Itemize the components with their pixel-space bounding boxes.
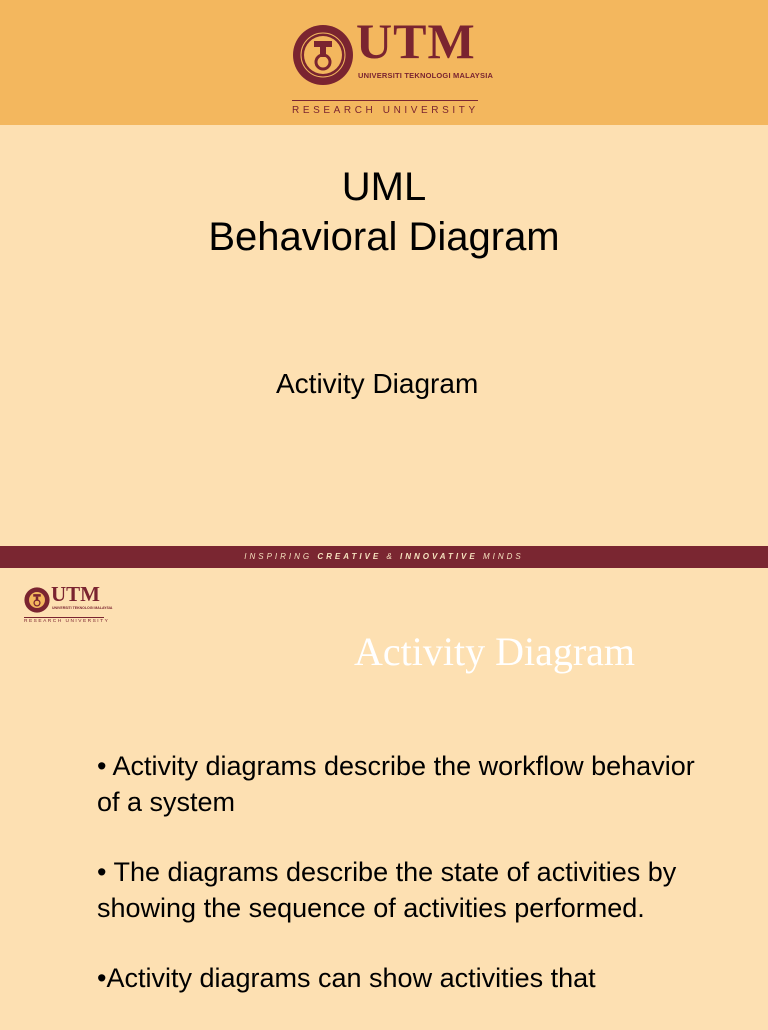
content-slide (0, 568, 768, 1024)
slide-title-line2: Behavioral Diagram (208, 215, 560, 259)
logo-divider (24, 617, 104, 618)
slogan-part: & (381, 552, 401, 561)
logo-tagline: RESEARCH UNIVERSITY (24, 619, 110, 624)
slogan-creative: CREATIVE (317, 552, 382, 561)
bullet-list (97, 748, 697, 1030)
slogan-part: MINDS (477, 552, 524, 561)
logo-divider (292, 100, 478, 101)
utm-wordmark: UTM (51, 582, 100, 606)
slogan-part: INSPIRING (244, 552, 318, 561)
list-item: •Activity diagrams can show activities that (97, 963, 596, 993)
utm-seal-icon (292, 24, 354, 86)
university-name: UNIVERSITI TEKNOLOGI MALAYSIA (52, 606, 113, 610)
slide-subtitle: Activity Diagram (276, 368, 479, 399)
logo-tagline: RESEARCH UNIVERSITY (292, 105, 479, 116)
utm-logo-small (24, 582, 113, 630)
utm-wordmark: UTM (356, 13, 476, 69)
slide-header (0, 0, 768, 125)
slide-title: Activity Diagram (354, 629, 636, 674)
list-item: • Activity diagrams describe the workflow behavior of a system (97, 751, 695, 817)
list-item: • The diagrams describe the state of activities by showing the sequence of activities performed. (97, 857, 677, 923)
utm-seal-icon (24, 587, 50, 613)
slide-title-line1: UML (341, 165, 427, 209)
slide-title (0, 162, 768, 262)
utm-logo (292, 13, 494, 118)
university-name: UNIVERSITI TEKNOLOGI MALAYSIA (358, 71, 494, 80)
slogan-innovative: INNOVATIVE (400, 552, 478, 561)
slogan-band (0, 546, 768, 568)
